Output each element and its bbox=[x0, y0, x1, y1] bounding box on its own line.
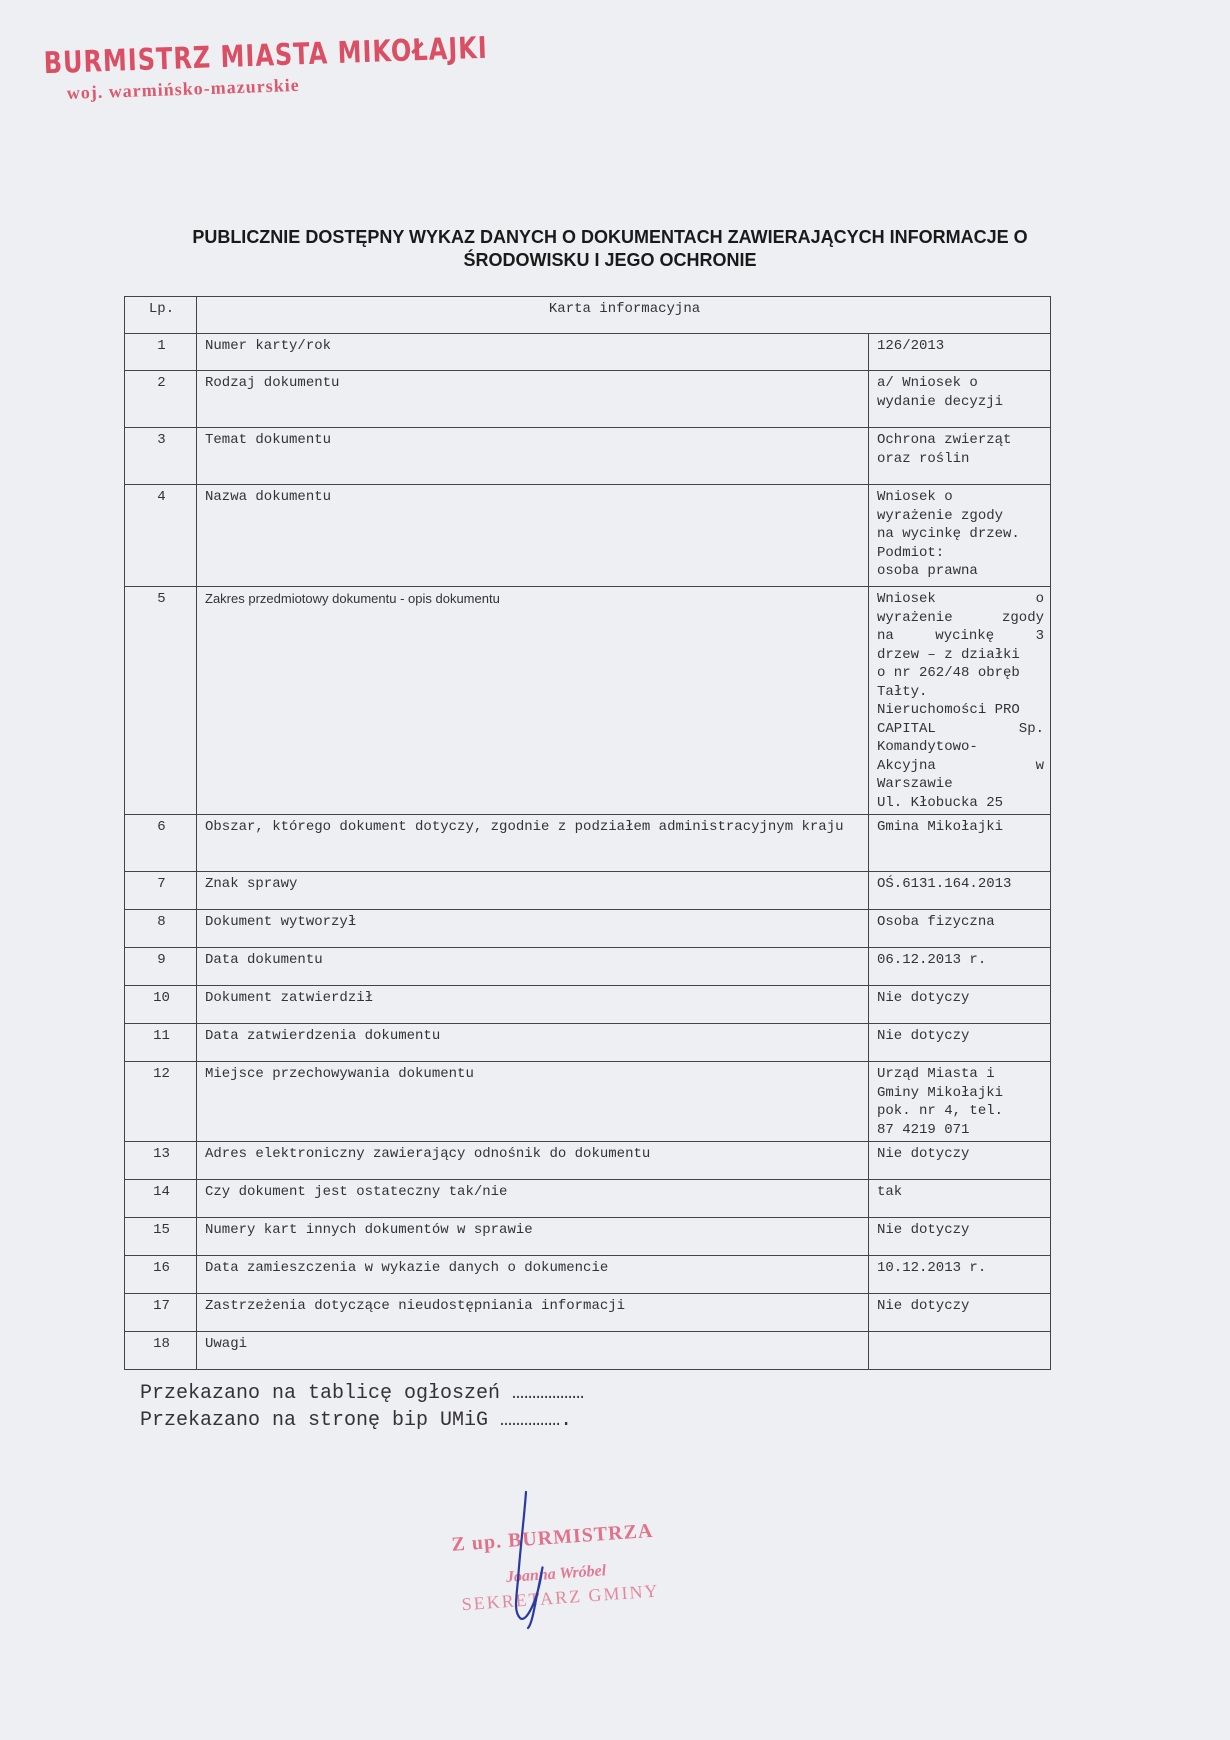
table-row bbox=[125, 485, 1051, 587]
row-value bbox=[869, 1142, 1051, 1180]
row-label: Zakres przedmiotowy dokumentu - opis dokumentu bbox=[197, 587, 869, 815]
row-value-line: 87 4219 071 bbox=[877, 1121, 970, 1138]
footer-notice-board: Przekazano na tablicę ogłoszeń ……………… bbox=[140, 1382, 585, 1405]
row-number: 15 bbox=[125, 1218, 197, 1256]
row-value-line: Ochrona zwierząt bbox=[877, 432, 1012, 448]
row-number: 9 bbox=[125, 948, 197, 986]
table-row bbox=[125, 872, 1051, 910]
row-number: 8 bbox=[125, 910, 197, 948]
row-value-line: drzew – z działki bbox=[877, 646, 1020, 663]
row-number: 14 bbox=[125, 1180, 197, 1218]
row-value-line: Gminy Mikołajki bbox=[877, 1084, 1004, 1101]
header-card: Karta informacyjna bbox=[197, 297, 1051, 334]
row-value-line: osoba prawna bbox=[877, 563, 978, 579]
row-number: 13 bbox=[125, 1142, 197, 1180]
row-number: 3 bbox=[125, 428, 197, 485]
row-value-line: Podmiot: bbox=[877, 544, 945, 561]
row-value-line: Komandytowo- bbox=[877, 739, 978, 755]
row-number: 12 bbox=[125, 1062, 197, 1142]
row-value-line: Gmina Mikołajki bbox=[877, 819, 1004, 835]
row-value bbox=[869, 948, 1051, 986]
row-label: Rodzaj dokumentu bbox=[197, 371, 869, 428]
row-label: Znak sprawy bbox=[197, 872, 869, 910]
information-card-table bbox=[124, 296, 1051, 1370]
row-label: Temat dokumentu bbox=[197, 428, 869, 485]
row-value-line: na wycinkę drzew. bbox=[877, 526, 1020, 542]
row-value bbox=[869, 587, 1051, 815]
table-row bbox=[125, 1256, 1051, 1294]
row-label: Data zatwierdzenia dokumentu bbox=[197, 1024, 869, 1062]
row-value-line: Nie dotyczy bbox=[877, 990, 970, 1006]
row-value-line: o nr 262/48 obręb bbox=[877, 665, 1020, 681]
row-number: 1 bbox=[125, 334, 197, 371]
row-value-line: wyrażenie zgody bbox=[877, 609, 1045, 626]
row-value bbox=[869, 1218, 1051, 1256]
row-value-line: Nieruchomości PRO bbox=[877, 702, 1020, 718]
table-row bbox=[125, 1180, 1051, 1218]
row-number: 6 bbox=[125, 815, 197, 872]
row-number: 2 bbox=[125, 371, 197, 428]
row-value bbox=[869, 428, 1051, 485]
row-value-line: Nie dotyczy bbox=[877, 1028, 970, 1044]
table-row bbox=[125, 334, 1051, 371]
footer-notes bbox=[140, 1380, 584, 1434]
secretary-stamp-line1: Z up. BURMISTRZA bbox=[450, 1519, 655, 1556]
table-row bbox=[125, 815, 1051, 872]
row-value-line: Nie dotyczy bbox=[877, 1222, 970, 1238]
handwritten-signature bbox=[480, 1490, 560, 1630]
row-number: 11 bbox=[125, 1024, 197, 1062]
row-value-line: Ul. Kłobucka 25 bbox=[877, 794, 1004, 811]
row-value-line: 06.12.2013 r. bbox=[877, 952, 987, 968]
header-lp: Lp. bbox=[125, 297, 197, 334]
row-value-line: wyrażenie zgody bbox=[877, 507, 1004, 524]
row-label: Dokument wytworzył bbox=[197, 910, 869, 948]
row-value-line: Warszawie bbox=[877, 776, 953, 792]
table-row bbox=[125, 587, 1051, 815]
row-value bbox=[869, 910, 1051, 948]
row-value-line: Nie dotyczy bbox=[877, 1298, 970, 1314]
row-value-line: OŚ.6131.164.2013 bbox=[877, 876, 1012, 892]
row-value bbox=[869, 1062, 1051, 1142]
table-row bbox=[125, 1294, 1051, 1332]
row-label: Data dokumentu bbox=[197, 948, 869, 986]
row-value-line: wydanie decyzji bbox=[877, 393, 1004, 410]
row-value bbox=[869, 1294, 1051, 1332]
table-row bbox=[125, 910, 1051, 948]
document-title-line1: PUBLICZNIE DOSTĘPNY WYKAZ DANYCH O DOKUMENTACH ZAWIERAJĄCYCH INFORMACJE O bbox=[192, 227, 1028, 247]
row-label: Uwagi bbox=[197, 1332, 869, 1370]
row-value-line: Akcyjna w bbox=[877, 757, 1045, 774]
row-label: Dokument zatwierdził bbox=[197, 986, 869, 1024]
row-value-line: CAPITAL Sp. bbox=[877, 720, 1045, 737]
table-row bbox=[125, 428, 1051, 485]
row-value-line: Tałty. bbox=[877, 683, 928, 700]
row-value-line: Nie dotyczy bbox=[877, 1146, 970, 1162]
row-value-line: na wycinkę 3 bbox=[877, 628, 1045, 644]
row-value-line: a/ Wniosek o bbox=[877, 375, 978, 391]
secretary-stamp-role: SEKRETARZ GMINY bbox=[461, 1580, 661, 1615]
table-row bbox=[125, 1142, 1051, 1180]
row-label: Obszar, którego dokument dotyczy, zgodnie z podziałem administracyjnym kraju bbox=[197, 815, 869, 872]
row-label: Czy dokument jest ostateczny tak/nie bbox=[197, 1180, 869, 1218]
table-header-row bbox=[125, 297, 1051, 334]
table-row bbox=[125, 1332, 1051, 1370]
row-label: Numer karty/rok bbox=[197, 334, 869, 371]
footer-bip: Przekazano na stronę bip UMiG ……………. bbox=[140, 1409, 573, 1432]
table-row bbox=[125, 1218, 1051, 1256]
row-value-line: 126/2013 bbox=[877, 338, 945, 354]
row-value-line: Osoba fizyczna bbox=[877, 914, 995, 930]
row-value-line: Wniosek o bbox=[877, 591, 1045, 607]
row-value bbox=[869, 371, 1051, 428]
row-number: 16 bbox=[125, 1256, 197, 1294]
row-value bbox=[869, 986, 1051, 1024]
row-number: 4 bbox=[125, 485, 197, 587]
row-value-line: Urząd Miasta i bbox=[877, 1066, 995, 1082]
row-value bbox=[869, 1332, 1051, 1370]
row-number: 5 bbox=[125, 587, 197, 815]
row-label: Nazwa dokumentu bbox=[197, 485, 869, 587]
row-value bbox=[869, 1180, 1051, 1218]
secretary-stamp-name: Joanna Wróbel bbox=[505, 1562, 607, 1587]
row-value bbox=[869, 815, 1051, 872]
row-value bbox=[869, 1256, 1051, 1294]
row-value-line: tak bbox=[877, 1184, 903, 1200]
row-value-line: Wniosek o bbox=[877, 489, 953, 505]
row-number: 7 bbox=[125, 872, 197, 910]
row-label: Miejsce przechowywania dokumentu bbox=[197, 1062, 869, 1142]
table-row bbox=[125, 1062, 1051, 1142]
row-value bbox=[869, 872, 1051, 910]
mayor-stamp bbox=[43, 30, 489, 104]
row-value bbox=[869, 334, 1051, 371]
row-number: 18 bbox=[125, 1332, 197, 1370]
table-row bbox=[125, 371, 1051, 428]
table-row bbox=[125, 986, 1051, 1024]
row-value-line: 10.12.2013 r. bbox=[877, 1260, 987, 1276]
row-label: Numery kart innych dokumentów w sprawie bbox=[197, 1218, 869, 1256]
row-number: 10 bbox=[125, 986, 197, 1024]
row-value bbox=[869, 1024, 1051, 1062]
mayor-stamp-title: BURMISTRZ MIASTA MIKOŁAJKI bbox=[43, 30, 489, 81]
table-row bbox=[125, 1024, 1051, 1062]
row-value-line: oraz roślin bbox=[877, 450, 970, 467]
row-value bbox=[869, 485, 1051, 587]
row-value-line: pok. nr 4, tel. bbox=[877, 1103, 1004, 1119]
document-title-line2: ŚRODOWISKU I JEGO OCHRONIE bbox=[463, 250, 757, 270]
row-number: 17 bbox=[125, 1294, 197, 1332]
row-label: Data zamieszczenia w wykazie danych o dokumencie bbox=[197, 1256, 869, 1294]
row-label: Adres elektroniczny zawierający odnośnik do dokumentu bbox=[197, 1142, 869, 1180]
mayor-stamp-region: woj. warmińsko-mazurskie bbox=[66, 74, 300, 103]
document-title bbox=[110, 226, 1110, 272]
table-row bbox=[125, 948, 1051, 986]
row-label: Zastrzeżenia dotyczące nieudostępniania informacji bbox=[197, 1294, 869, 1332]
